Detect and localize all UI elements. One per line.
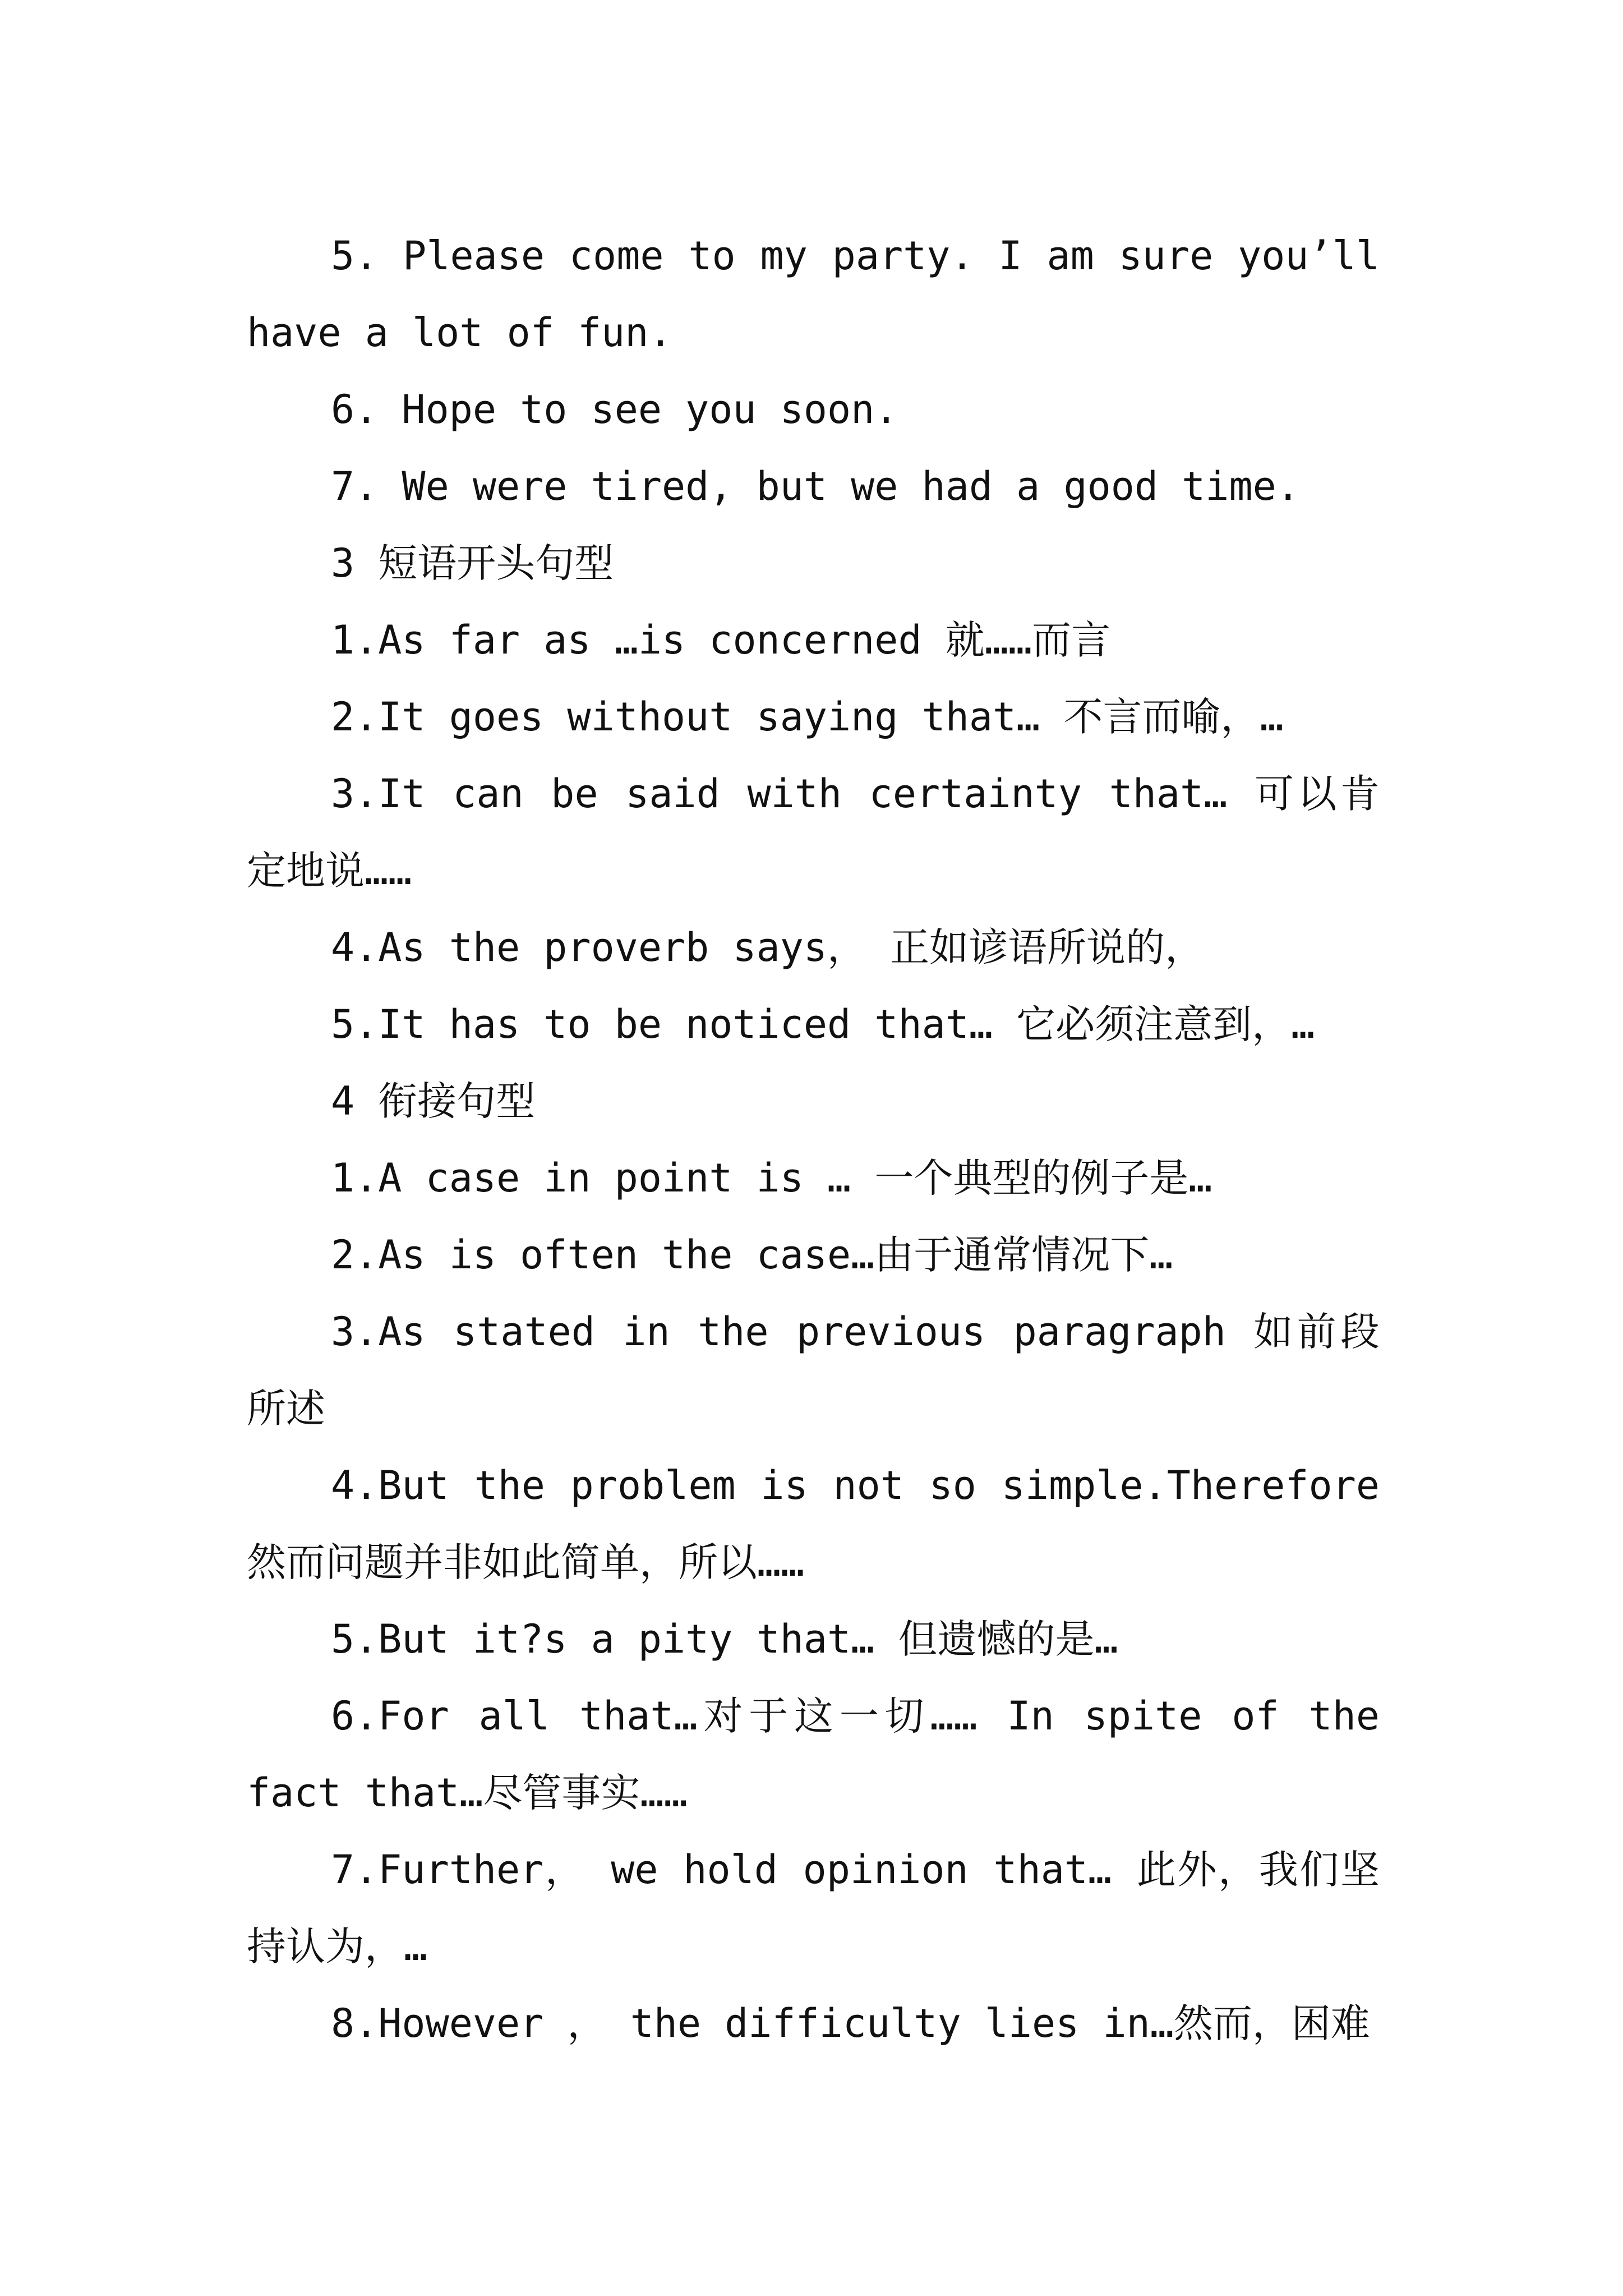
transition-item-7: 7.Further， we hold opinion that… 此外，我们坚持认为，… [247, 1847, 1380, 1970]
transition-item-6: 6.For all that…对于这一切…… In spite of the fact that…尽管事实…… [247, 1693, 1380, 1816]
transition-item-3: 3.As stated in the previous paragraph 如前段所述 [247, 1309, 1380, 1432]
transition-item-4: 4.But the problem is not so simple.Therefore 然而问题并非如此简单，所以…… [247, 1462, 1380, 1585]
phrase-item-1: 1.As far as …is concerned 就……而言 [331, 617, 1111, 663]
paragraph-line-3: 7. We were tired, but we had a good time. [331, 463, 1300, 509]
phrase-item-3: 3.It can be said with certainty that… 可以肯定地说…… [247, 771, 1380, 894]
transition-item-1: 1.A case in point is … 一个典型的例子是… [331, 1155, 1212, 1201]
document-body [247, 218, 1380, 2062]
phrase-item-5: 5.It has to be noticed that… 它必须注意到，… [331, 1001, 1315, 1047]
section-heading-3: 3 短语开头句型 [331, 540, 614, 586]
transition-item-5: 5.But it?s a pity that… 但遗憾的是… [331, 1616, 1118, 1662]
section-heading-4: 4 衔接句型 [331, 1078, 536, 1124]
paragraph-line-2: 6. Hope to see you soon. [331, 386, 898, 432]
transition-item-2: 2.As is often the case…由于通常情况下… [331, 1232, 1173, 1278]
transition-item-8: 8.However ， the difficulty lies in…然而，困难 [331, 2000, 1370, 2046]
phrase-item-2: 2.It goes without saying that… 不言而喻，… [331, 694, 1284, 740]
paragraph-line-1: 5. Please come to my party. I am sure you’ll have a lot of fun. [247, 233, 1380, 356]
phrase-item-4: 4.As the proverb says， 正如谚语所说的， [331, 924, 1205, 970]
